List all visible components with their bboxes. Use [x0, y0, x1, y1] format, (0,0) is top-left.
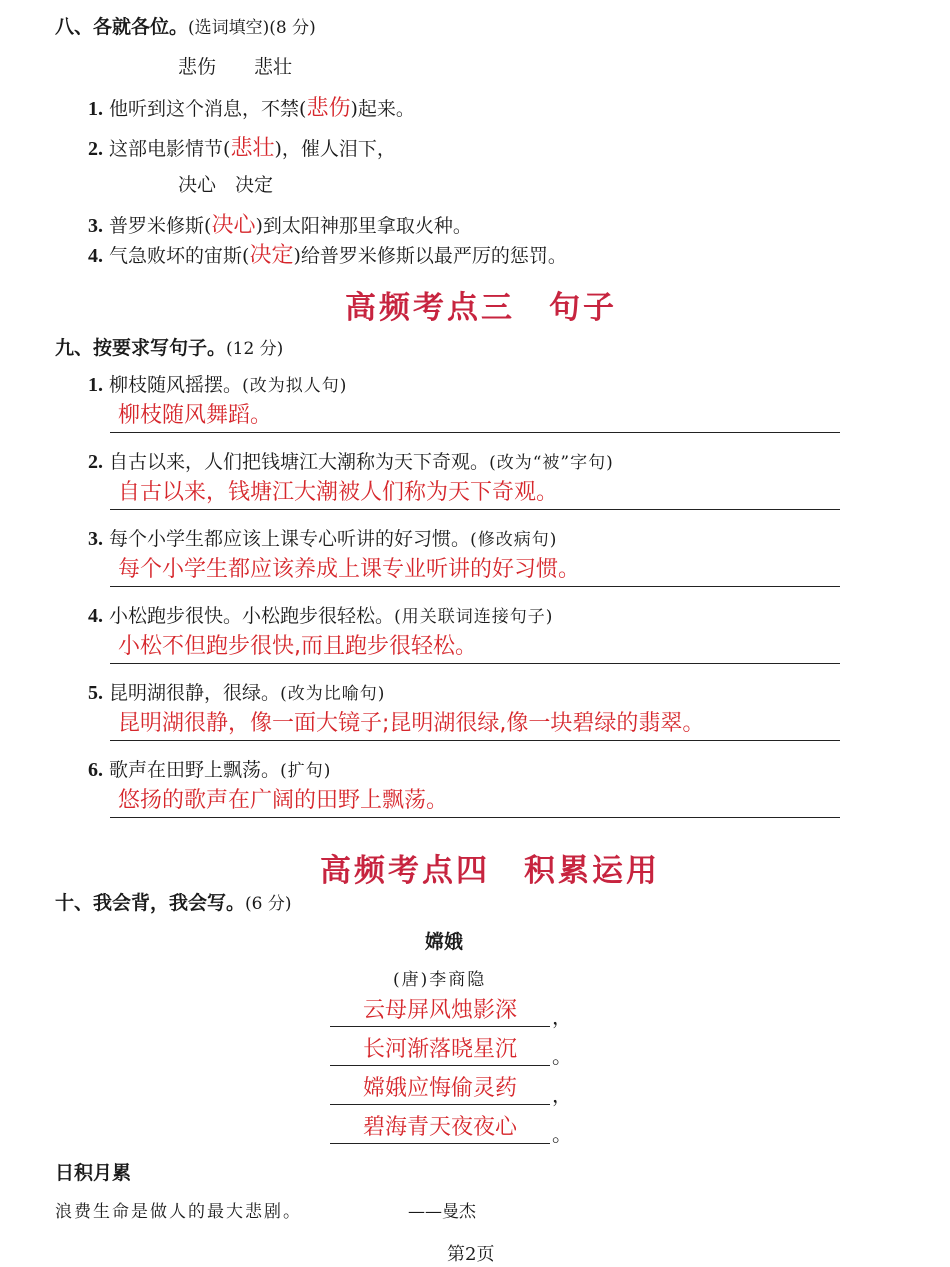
daily-title: 日积月累 — [55, 1162, 132, 1184]
answer-text: 悲伤 — [306, 96, 351, 121]
question-9-1 — [88, 370, 347, 397]
answer-9-6: 悠扬的歌声在广阔的田野上飘荡。 — [118, 788, 449, 813]
question-instruction: (改为拟人句) — [242, 376, 348, 396]
poem-punctuation: 。 — [552, 1044, 572, 1068]
question-number: 4. — [88, 245, 103, 267]
question-text: )，催人泪下， — [274, 138, 396, 160]
question-number: 3. — [88, 528, 103, 550]
question-number: 5. — [88, 682, 103, 704]
answer-9-3: 每个小学生都应该养成上课专业听讲的好习惯。 — [118, 557, 581, 582]
poem-punctuation: ， — [552, 1083, 572, 1107]
answer-line — [110, 663, 840, 664]
section-10-title-text: 十、我会背，我会写。 — [55, 892, 246, 914]
section-8-note: (选词填空)(8 分) — [188, 18, 316, 38]
section-9-title-text: 九、按要求写句子。 — [55, 337, 227, 359]
question-8-4 — [88, 238, 567, 269]
question-number: 6. — [88, 759, 103, 781]
question-number: 3. — [88, 215, 103, 237]
section-10-note: (6 分) — [245, 894, 292, 914]
answer-line — [110, 509, 840, 510]
question-text: )给普罗米修斯以最严厉的惩罚。 — [293, 245, 567, 267]
heading-point-4: 高频考点四 积累运用 — [320, 853, 660, 889]
question-text: 每个小学生都应该上课专心听讲的好习惯。 — [109, 528, 471, 550]
question-8-3 — [88, 208, 472, 239]
question-text: 这部电影情节( — [109, 138, 231, 160]
daily-quote-author: ——曼杰 — [408, 1202, 476, 1222]
poem-answer-line — [330, 1065, 550, 1066]
section-9-title — [55, 333, 283, 360]
question-text: 普罗米修斯( — [109, 215, 212, 237]
question-9-5 — [88, 678, 385, 705]
answer-9-1: 柳枝随风舞蹈。 — [118, 403, 273, 428]
poem-punctuation: ， — [552, 1005, 572, 1029]
question-9-4 — [88, 601, 553, 628]
section-9-note: (12 分) — [226, 339, 284, 359]
question-number: 2. — [88, 138, 103, 160]
page-number: 第2页 — [447, 1244, 495, 1265]
heading-point-3: 高频考点三 句子 — [345, 290, 617, 326]
question-text: 他听到这个消息，不禁( — [109, 98, 307, 120]
question-number: 1. — [88, 374, 103, 396]
poem-line: 云母屏风烛影深 — [362, 998, 517, 1023]
question-text: )起来。 — [350, 98, 415, 120]
section-8-title — [55, 12, 316, 39]
answer-text: 决定 — [249, 243, 294, 268]
answer-line — [110, 586, 840, 587]
word-choices-1: 悲伤 悲壮 — [178, 56, 293, 78]
question-instruction: (修改病句) — [470, 530, 558, 550]
daily-quote: 浪费生命是做人的最大悲剧。 — [55, 1202, 302, 1222]
word-choices-2: 决心 决定 — [178, 174, 274, 196]
question-text: 柳枝随风摇摆。 — [109, 374, 243, 396]
question-instruction: (扩句) — [280, 761, 332, 781]
answer-9-2: 自古以来，钱塘江大潮被人们称为天下奇观。 — [118, 480, 559, 505]
poem-title: 嫦娥 — [425, 931, 464, 953]
question-text: 自古以来，人们把钱塘江大潮称为天下奇观。 — [109, 451, 490, 473]
poem-answer-line — [330, 1026, 550, 1027]
answer-9-4: 小松不但跑步很快,而且跑步很轻松。 — [118, 634, 477, 659]
section-10-title — [55, 888, 292, 915]
poem-answer-line — [330, 1104, 550, 1105]
question-instruction: (用关联词连接句子) — [394, 607, 554, 627]
answer-line — [110, 817, 840, 818]
poem-line: 碧海青天夜夜心 — [362, 1115, 517, 1140]
question-text: 歌声在田野上飘荡。 — [109, 759, 281, 781]
poem-punctuation: 。 — [552, 1122, 572, 1146]
question-8-1 — [88, 91, 415, 122]
section-8-title-text: 八、各就各位。 — [55, 16, 189, 38]
question-9-6 — [88, 755, 331, 782]
question-text: 小松跑步很快。小松跑步很轻松。 — [109, 605, 395, 627]
question-number: 1. — [88, 98, 103, 120]
poem-line: 长河渐落晓星沉 — [362, 1037, 517, 1062]
poem-line: 嫦娥应悔偷灵药 — [362, 1076, 517, 1101]
question-text: )到太阳神那里拿取火种。 — [255, 215, 472, 237]
question-8-2 — [88, 131, 396, 162]
answer-text: 悲壮 — [230, 136, 275, 161]
question-9-2 — [88, 447, 614, 474]
question-text: 昆明湖很静，很绿。 — [109, 682, 281, 704]
answer-9-5: 昆明湖很静，像一面大镜子;昆明湖很绿,像一块碧绿的翡翠。 — [118, 711, 705, 736]
poem-author: (唐)李商隐 — [393, 970, 487, 990]
question-number: 2. — [88, 451, 103, 473]
answer-text: 决心 — [211, 213, 256, 238]
question-number: 4. — [88, 605, 103, 627]
question-instruction: (改为比喻句) — [280, 684, 386, 704]
poem-answer-line — [330, 1143, 550, 1144]
question-text: 气急败坏的宙斯( — [109, 245, 250, 267]
answer-line — [110, 432, 840, 433]
answer-line — [110, 740, 840, 741]
question-9-3 — [88, 524, 557, 551]
question-instruction: (改为“被”字句) — [489, 453, 614, 473]
